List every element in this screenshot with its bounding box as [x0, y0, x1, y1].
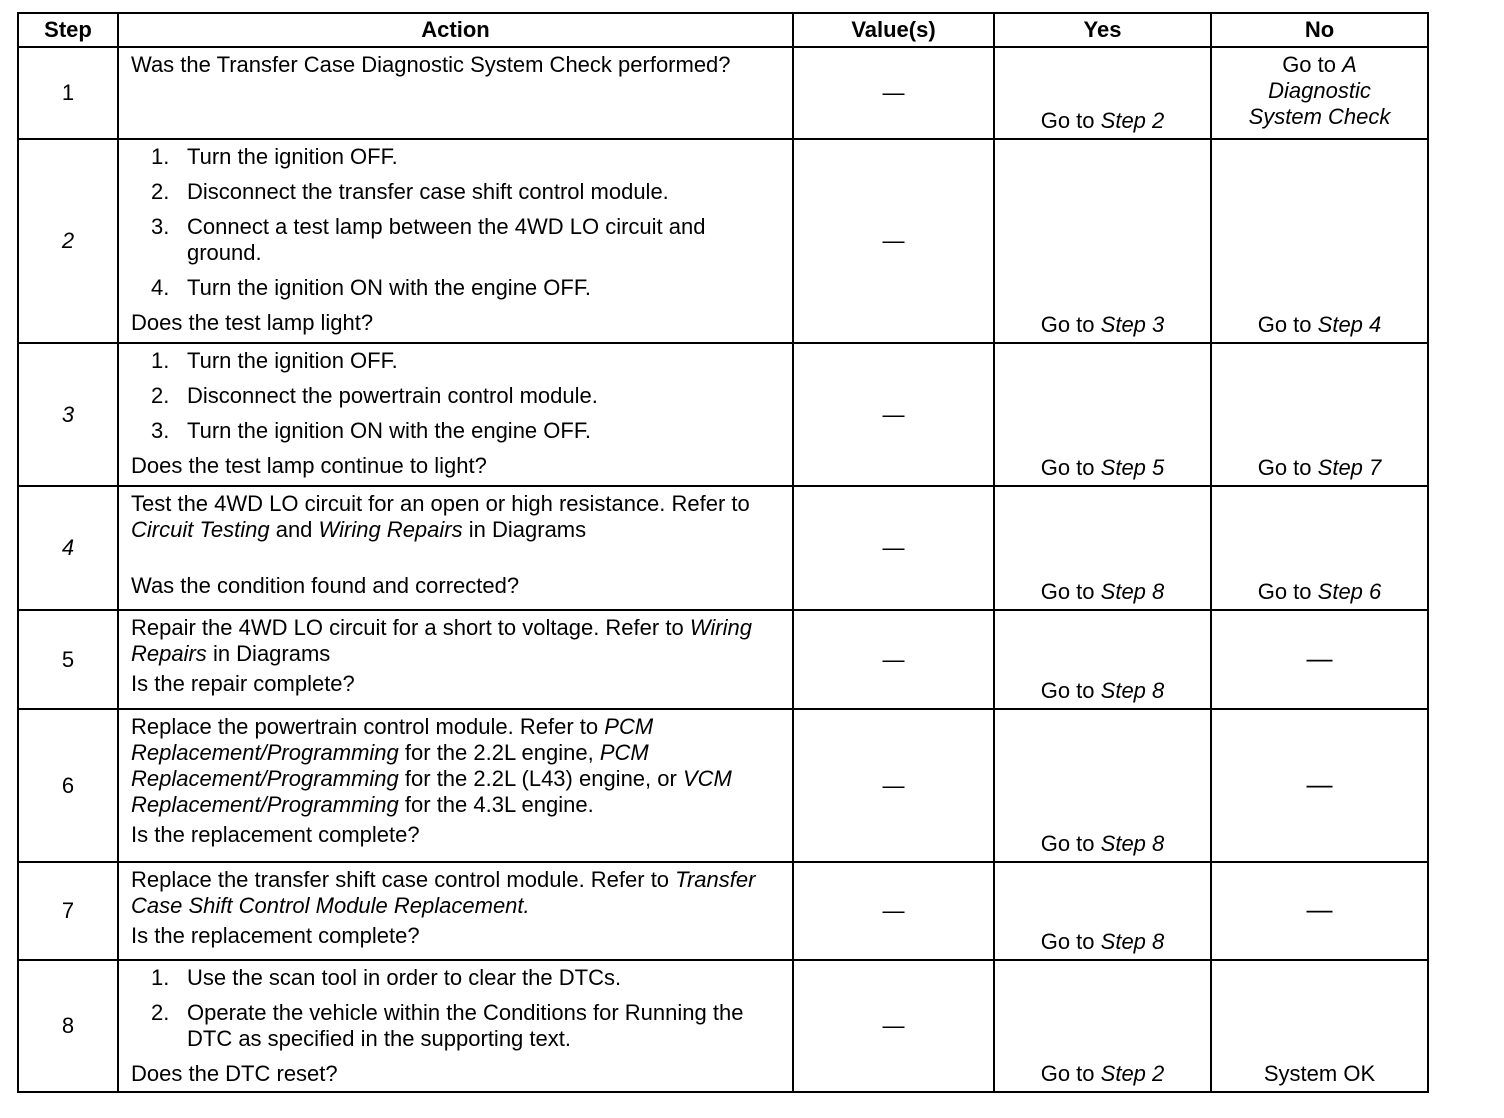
- no-target-a: A: [1342, 52, 1357, 77]
- no-cell: System OK: [1211, 960, 1428, 1092]
- step-number: 8: [18, 960, 118, 1092]
- no-cell: [1211, 47, 1428, 139]
- header-no: No: [1211, 13, 1428, 47]
- yes-cell: Go to Step 5: [994, 343, 1211, 486]
- list-item: 2. Operate the vehicle within the Conditions for Running the DTC as specified in the supporting text.: [151, 1000, 744, 1051]
- table-row: [18, 343, 1428, 486]
- no-target-line2: Diagnostic: [1268, 78, 1371, 103]
- yes-target: Step 3: [1100, 312, 1165, 337]
- step-number: 4: [18, 486, 118, 610]
- header-yes: Yes: [994, 13, 1211, 47]
- table-row: [18, 960, 1428, 1092]
- step-number: 7: [18, 862, 118, 960]
- value-cell: —: [793, 47, 994, 139]
- action-cell: Replace the powertrain control module. Refer to PCM Replacement/Programming for the 2.2L engine, PCM Replacement/Programming for the 2.2L (L43) engine, or VCM Replacement/Programming for the 4.3L engine. Is the replacement complete?: [118, 709, 793, 862]
- step-number: 5: [18, 610, 118, 709]
- action-text: Was the Transfer Case Diagnostic System Check performed?: [131, 52, 731, 77]
- list-item: 2. Disconnect the transfer case shift control module.: [151, 179, 669, 204]
- header-row: [18, 13, 1428, 47]
- no-cell: —: [1211, 709, 1428, 862]
- value-cell: —: [793, 862, 994, 960]
- action-cell: [118, 47, 793, 139]
- yes-cell: Go to Step 8: [994, 610, 1211, 709]
- yes-target: Step 5: [1100, 455, 1165, 480]
- list-item: 2. Disconnect the powertrain control module.: [151, 383, 598, 408]
- no-prefix: Go to: [1282, 52, 1343, 77]
- action-cell: Repair the 4WD LO circuit for a short to voltage. Refer to Wiring Repairs in Diagrams Is the repair complete?: [118, 610, 793, 709]
- diagnostic-table: [17, 12, 1429, 1093]
- yes-target: Step 8: [1100, 929, 1165, 954]
- step-number: 6: [18, 709, 118, 862]
- yes-target: Step 8: [1100, 579, 1165, 604]
- step-number: 1: [18, 47, 118, 139]
- yes-cell: Go to Step 8: [994, 709, 1211, 862]
- value-cell: —: [793, 960, 994, 1092]
- yes-cell: Go to Step 2: [994, 960, 1211, 1092]
- yes-cell: Go to Step 3: [994, 139, 1211, 343]
- no-target-line3: System Check: [1248, 104, 1391, 129]
- action-cell: [118, 343, 793, 486]
- yes-target: Step 8: [1100, 831, 1165, 856]
- table-row: [18, 862, 1428, 960]
- header-action: Action: [118, 13, 793, 47]
- value-cell: —: [793, 343, 994, 486]
- no-cell: Go to Step 6: [1211, 486, 1428, 610]
- yes-target: Step 2: [1100, 1061, 1165, 1086]
- list-item: 3. Turn the ignition ON with the engine OFF.: [151, 418, 591, 443]
- no-cell: —: [1211, 610, 1428, 709]
- no-cell: Go to Step 4: [1211, 139, 1428, 343]
- action-cell: [118, 139, 793, 343]
- question-text: Was the condition found and corrected?: [131, 573, 520, 598]
- header-step: Step: [18, 13, 118, 47]
- no-target: Step 6: [1317, 579, 1382, 604]
- header-values: Value(s): [793, 13, 994, 47]
- value-cell: —: [793, 610, 994, 709]
- action-cell: Replace the transfer shift case control module. Refer to Transfer Case Shift Control Module Replacement. Is the replacement complete?: [118, 862, 793, 960]
- action-cell: Test the 4WD LO circuit for an open or high resistance. Refer to Circuit Testing and Wiring Repairs in Diagrams Was the condition found and corrected?: [118, 486, 793, 610]
- table-row: [18, 486, 1428, 610]
- value-cell: —: [793, 139, 994, 343]
- table-row: [18, 610, 1428, 709]
- yes-cell: Go to Step 8: [994, 486, 1211, 610]
- yes-cell: [994, 47, 1211, 139]
- question-text: Is the repair complete?: [131, 671, 355, 696]
- question-text: Is the replacement complete?: [131, 923, 420, 948]
- go-to-label: Go to: [1040, 108, 1095, 133]
- list-item: 3. Connect a test lamp between the 4WD LO circuit and ground.: [151, 214, 706, 265]
- question-text: Does the test lamp light?: [131, 310, 374, 335]
- action-list: [131, 144, 780, 301]
- list-item: 1. Turn the ignition OFF.: [151, 348, 398, 373]
- action-list: [131, 965, 780, 1052]
- table-row: [18, 139, 1428, 343]
- question-text: Does the test lamp continue to light?: [131, 453, 487, 478]
- value-cell: —: [793, 486, 994, 610]
- list-item: 1. Turn the ignition OFF.: [151, 144, 398, 169]
- action-list: [131, 348, 780, 444]
- no-cell: Go to Step 7: [1211, 343, 1428, 486]
- yes-target: Step 8: [1100, 678, 1165, 703]
- step-number: 3: [18, 343, 118, 486]
- list-item: 4. Turn the ignition ON with the engine OFF.: [151, 275, 591, 300]
- question-text: Does the DTC reset?: [131, 1061, 338, 1086]
- list-item: 1. Use the scan tool in order to clear the DTCs.: [151, 965, 622, 990]
- no-target: Step 4: [1317, 312, 1382, 337]
- step-number: 2: [18, 139, 118, 343]
- yes-target: Step 2: [1100, 108, 1165, 133]
- yes-cell: Go to Step 8: [994, 862, 1211, 960]
- action-cell: [118, 960, 793, 1092]
- question-text: Is the replacement complete?: [131, 822, 420, 847]
- no-target: Step 7: [1317, 455, 1382, 480]
- table-row: [18, 47, 1428, 139]
- table-row: [18, 709, 1428, 862]
- no-cell: —: [1211, 862, 1428, 960]
- value-cell: —: [793, 709, 994, 862]
